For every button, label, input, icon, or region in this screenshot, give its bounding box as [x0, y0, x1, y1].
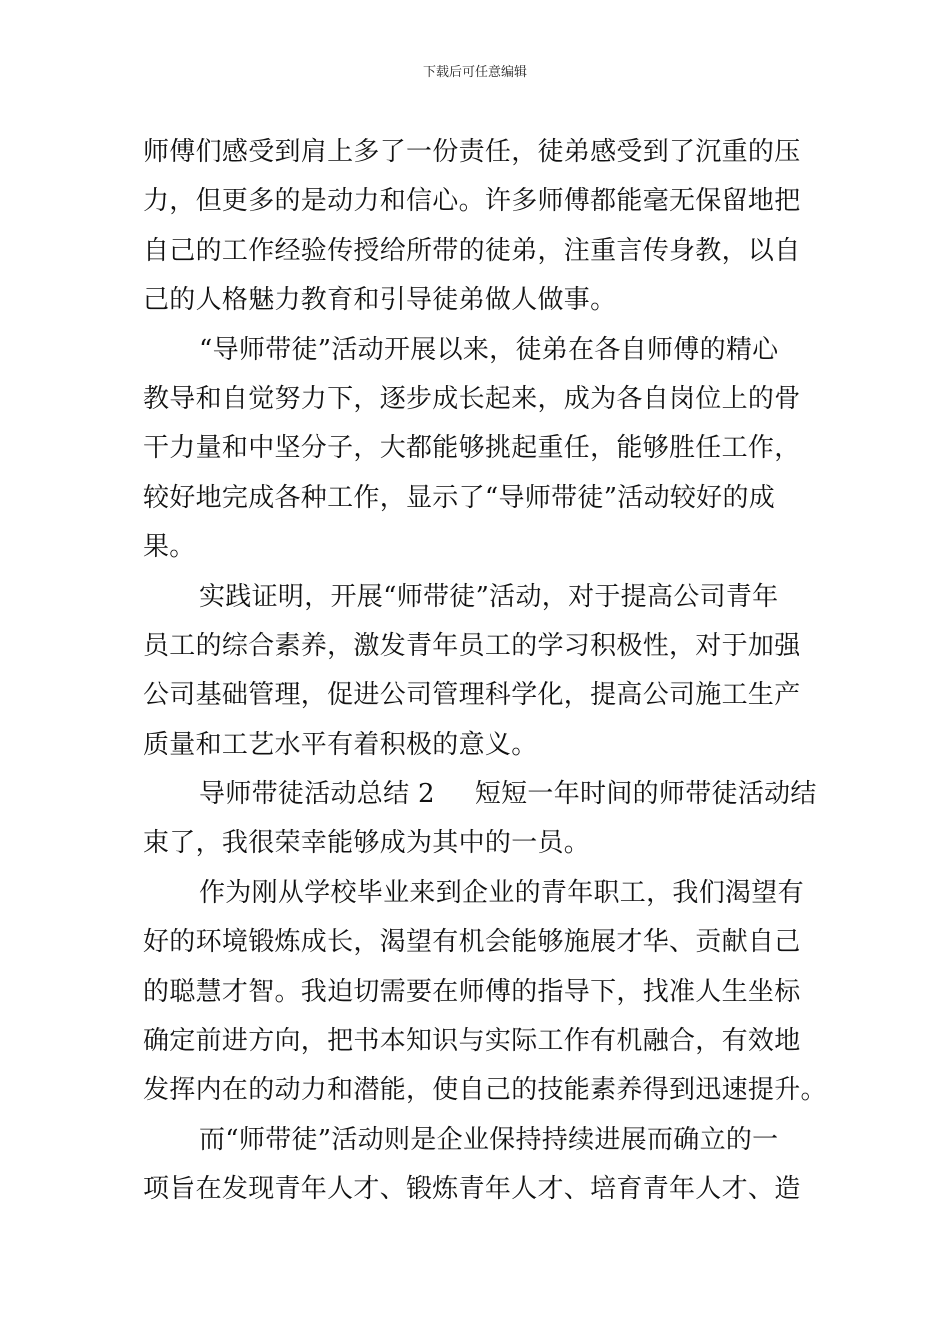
paragraph-first-line: 而“师带徒”活动则是企业保持持续进展而确立的一 [199, 1124, 779, 1155]
text-line: 发挥内在的动力和潜能，使自己的技能素养得到迅速提升。 [143, 1075, 827, 1106]
paragraph-first-line: “导师带徒”活动开展以来，徒弟在各自师傅的精心 [199, 334, 779, 365]
section-heading-line [143, 770, 817, 819]
text-line: 确定前进方向，把书本知识与实际工作有机融合，有效地 [143, 1026, 801, 1057]
text-line: 己的人格魅力教育和引导徒弟做人做事。 [143, 285, 617, 316]
document-body [143, 128, 827, 1215]
text-line: 质量和工艺水平有着积极的意义。 [143, 729, 538, 760]
text-line: 干力量和中坚分子，大都能够挑起重任，能够胜任工作， [143, 433, 801, 464]
paragraph-first-line: 实践证明，开展“师带徒”活动，对于提高公司青年 [199, 581, 779, 612]
text-line: 力，但更多的是动力和信心。许多师傅都能毫无保留地把 [143, 186, 801, 217]
text-line: 师傅们感受到肩上多了一份责任，徒弟感受到了沉重的压 [143, 137, 801, 167]
text-line: 较好地完成各种工作，显示了“导师带徒”活动较好的成 [143, 482, 776, 513]
text-line: 教导和自觉努力下，逐步成长起来，成为各自岗位上的骨 [143, 383, 801, 414]
text-line: 公司基础管理，促进公司管理科学化，提高公司施工生产 [143, 680, 801, 711]
text-line: 束了，我很荣幸能够成为其中的一员。 [143, 828, 591, 859]
page-header-note: 下载后可任意编辑 [422, 65, 527, 80]
text-line: 员工的综合素养，激发青年员工的学习积极性，对于加强 [143, 630, 801, 661]
paragraph-first-line: 作为刚从学校毕业来到企业的青年职工，我们渴望有 [199, 877, 804, 908]
text-line: 项旨在发现青年人才、锻炼青年人才、培育青年人才、造 [143, 1174, 801, 1205]
section-title: 导师带徒活动总结 2 [199, 779, 435, 810]
text-line: 的聪慧才智。我迫切需要在师傅的指导下，找准人生坐标 [143, 976, 801, 1007]
text-line: 果。 [143, 532, 196, 563]
text-line: 自己的工作经验传授给所带的徒弟，注重言传身教，以自 [143, 235, 801, 266]
text-line: 好的环境锻炼成长，渴望有机会能够施展才华、贡献自己 [143, 927, 801, 958]
section-intro: 短短一年时间的师带徒活动结 [474, 779, 817, 810]
